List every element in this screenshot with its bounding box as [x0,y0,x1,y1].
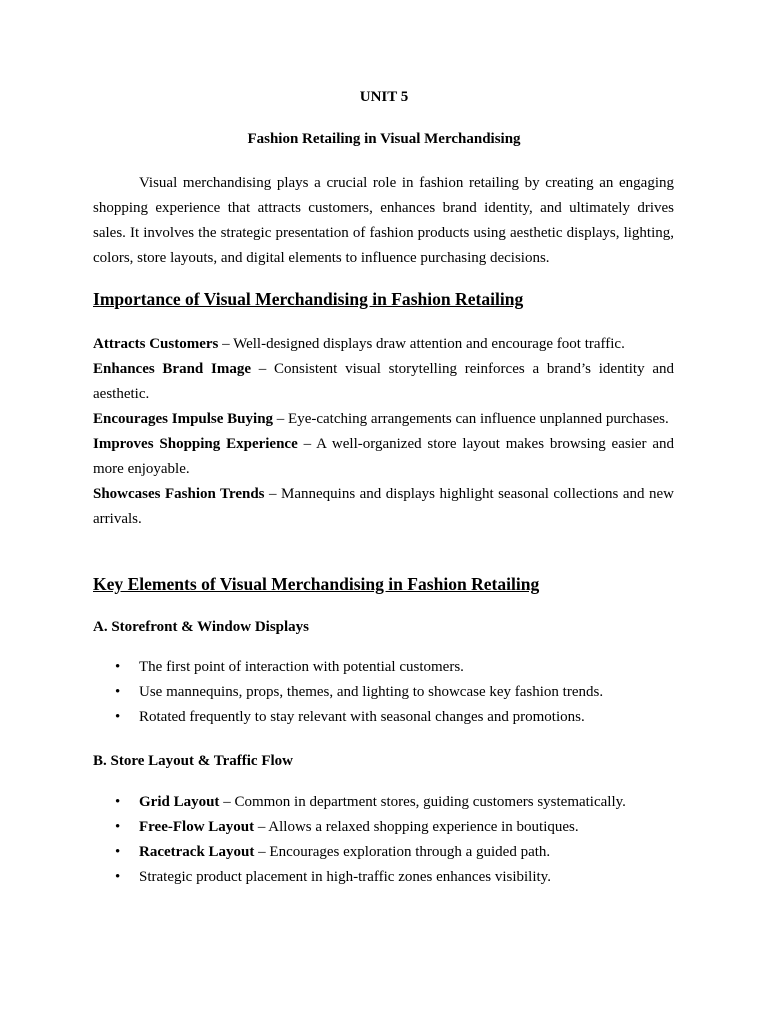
list-item-text: – Allows a relaxed shopping experience in boutiques. [254,819,579,835]
importance-text: – Well-designed displays draw attention and encourage foot traffic. [218,336,625,352]
list-item-text: – Common in department stores, guiding customers systematically. [219,794,626,810]
importance-term: Encourages Impulse Buying [93,411,274,427]
list-item-text: Rotated frequently to stay relevant with seasonal changes and promotions. [139,709,585,725]
list-item [93,790,674,815]
bullet-icon: • [115,709,121,725]
importance-heading: Importance of Visual Merchandising in Fashion Retailing [93,289,524,309]
section-a-heading: A. Storefront & Window Displays [93,619,310,635]
bullet-icon: • [115,844,121,860]
importance-item [93,357,674,407]
importance-text: – Mannequins and displays highlight seasonal collections and new arrivals. [93,486,675,527]
list-item-text: Use mannequins, props, themes, and lighting to showcase key fashion trends. [139,684,604,700]
importance-term: Attracts Customers [93,336,219,352]
importance-text: – Eye-catching arrangements can influence unplanned purchases. [273,411,669,427]
list-item [93,705,674,730]
section-b-heading: B. Store Layout & Traffic Flow [93,753,293,769]
importance-item [93,482,674,532]
list-item-term: Grid Layout [139,794,220,810]
key-elements-heading: Key Elements of Visual Merchandising in Fashion Retailing [93,574,540,594]
bullet-icon: • [115,659,121,675]
importance-term: Enhances Brand Image [93,361,252,377]
list-item-term: Racetrack Layout [139,844,255,860]
list-item [93,655,674,680]
section-a-bullets [93,655,674,730]
list-item [93,680,674,705]
list-item-text: Strategic product placement in high-traffic zones enhances visibility. [139,869,551,885]
list-item [93,840,674,865]
document-title: Fashion Retailing in Visual Merchandising [247,131,521,147]
intro-paragraph: Visual merchandising plays a crucial role in fashion retailing by creating an engaging shopping experience that attracts customers, enhances brand identity, and ultimately drives sales. It involves the strategic presentation of fashion products using aesthetic displays, lighting, colors, store layouts, and digital elements to influence purchasing decisions. [93,175,674,266]
list-item [93,865,674,890]
section-b-bullets [93,790,674,890]
bullet-icon: • [115,794,121,810]
bullet-icon: • [115,819,121,835]
bullet-icon: • [115,869,121,885]
importance-term: Improves Shopping Experience [93,436,298,452]
list-item-term: Free-Flow Layout [139,819,255,835]
importance-text: – Consistent visual storytelling reinforces a brand’s identity and aesthetic. [93,361,674,402]
importance-item [93,332,674,357]
importance-list [93,332,674,532]
list-item-text: The first point of interaction with potential customers. [139,659,464,675]
importance-text: – A well-organized store layout makes browsing easier and more enjoyable. [93,436,674,477]
list-item [93,815,674,840]
list-item-text: – Encourages exploration through a guided path. [254,844,551,860]
importance-term: Showcases Fashion Trends [93,486,265,502]
bullet-icon: • [115,684,121,700]
importance-item [93,432,674,482]
importance-item [93,407,674,432]
unit-title: UNIT 5 [359,89,409,105]
